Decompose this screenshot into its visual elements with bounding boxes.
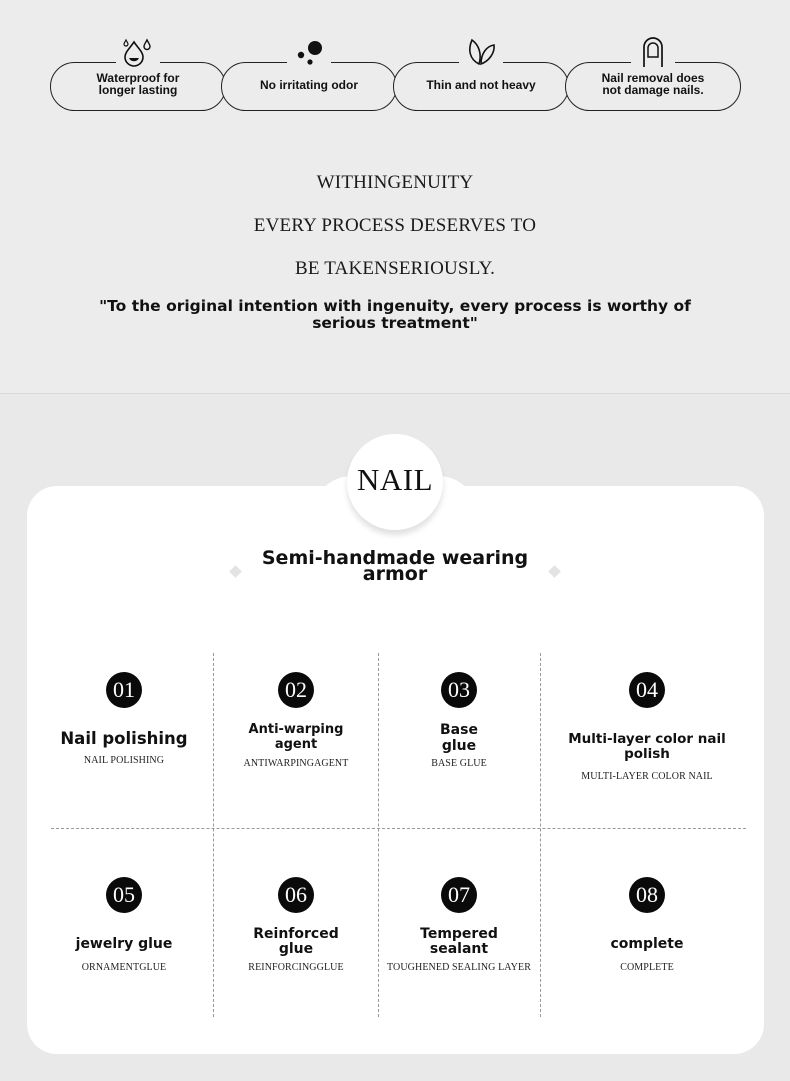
- step-number: 03: [441, 672, 477, 708]
- feature-odor: [221, 62, 397, 111]
- step-item: [562, 877, 732, 973]
- step-number: 07: [441, 877, 477, 913]
- step-subtitle: REINFORCINGGLUE: [248, 962, 344, 973]
- step-subtitle: ORNAMENTGLUE: [81, 962, 167, 973]
- step-item: [211, 672, 381, 769]
- water-drop-icon: [116, 35, 160, 69]
- step-subtitle: COMPLETE: [620, 962, 674, 973]
- step-title: Base glue: [440, 722, 478, 754]
- feature-label: Waterproof for longer lasting: [96, 71, 180, 97]
- steps-grid: [0, 394, 790, 1081]
- step-item: [547, 672, 747, 782]
- quote-text: "To the original intention with ingenuity, every process is worthy of serious treatment": [99, 297, 691, 332]
- process-section: [0, 393, 790, 1081]
- heading-line-2: EVERY PROCESS DESERVES TO: [253, 215, 537, 236]
- step-number: 02: [278, 672, 314, 708]
- feature-waterproof: [50, 62, 226, 111]
- step-subtitle: BASE GLUE: [431, 758, 487, 769]
- step-item: [374, 672, 544, 769]
- step-subtitle: NAIL POLISHING: [83, 755, 165, 766]
- feature-label: Thin and not heavy: [426, 78, 536, 92]
- nail-badge-text: NAIL: [356, 462, 434, 497]
- step-title: Reinforced glue: [253, 926, 339, 957]
- feature-thin: [393, 62, 569, 111]
- step-number: 06: [278, 877, 314, 913]
- step-number: 05: [106, 877, 142, 913]
- step-title: jewelry glue: [75, 936, 173, 952]
- step-subtitle: TOUGHENED SEALING LAYER: [387, 962, 531, 973]
- step-title: Multi-layer color nail polish: [568, 731, 726, 762]
- step-number: 08: [629, 877, 665, 913]
- feature-removal: [565, 62, 741, 111]
- step-title: Tempered sealant: [420, 926, 498, 957]
- step-item: [374, 877, 544, 973]
- step-item: [39, 672, 209, 766]
- step-item: [39, 877, 209, 973]
- feature-label: Nail removal does not damage nails.: [601, 71, 705, 97]
- heading-line-1: WITHINGENUITY: [316, 172, 474, 193]
- step-title: Nail polishing: [60, 729, 188, 748]
- heading-line-3: BE TAKENSERIOUSLY.: [294, 258, 496, 279]
- step-subtitle: MULTI-LAYER COLOR NAIL: [581, 771, 713, 782]
- fingernail-icon: [631, 35, 675, 69]
- leaf-icon: [459, 35, 503, 69]
- feature-label: No irritating odor: [260, 78, 358, 92]
- step-title: complete: [610, 936, 684, 952]
- section-subtitle: Semi-handmade wearing armor: [261, 547, 529, 585]
- dots-icon: [287, 35, 331, 69]
- grid-divider: [51, 828, 746, 829]
- features-section: [0, 0, 790, 392]
- step-number: 04: [629, 672, 665, 708]
- step-number: 01: [106, 672, 142, 708]
- step-title: Anti-warping agent: [248, 722, 344, 752]
- step-subtitle: ANTIWARPINGAGENT: [243, 758, 349, 769]
- step-item: [211, 877, 381, 973]
